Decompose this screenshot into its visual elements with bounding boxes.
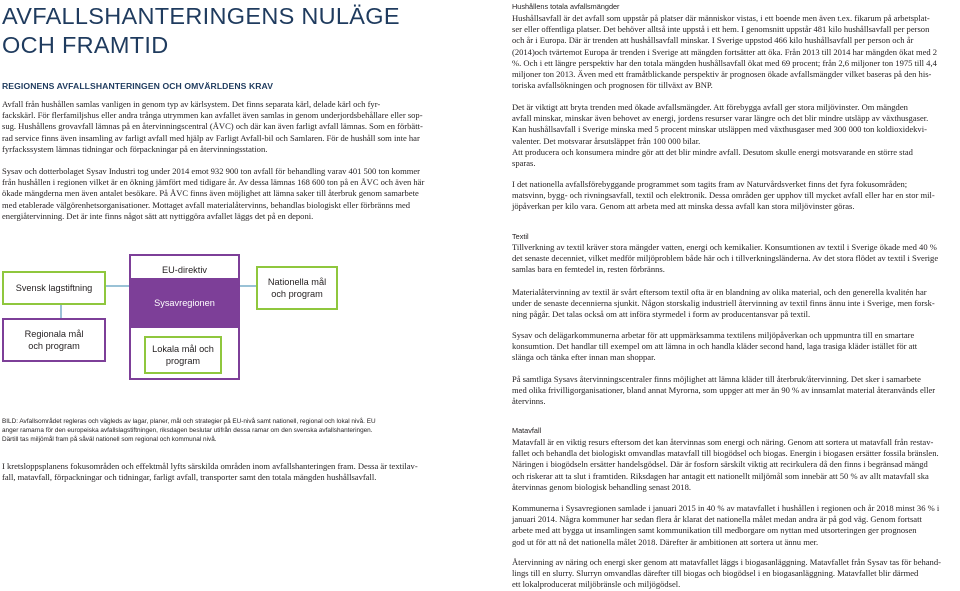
paragraph-textil-2: Materialåtervinning av textil är svårt eftersom textil ofta är en blandning av olika material, och den generella kvalitén har under de senaste decennierna sjunkit. Någon storskalig industriell återvinning av textil finns ännu inte i Sverige, men forsk- ning pågår. Det talas också om att införa styrmedel i form av producentansvar på textil. xyxy=(512,287,935,320)
paragraph-collection: Avfall från hushållen samlas vanligen in genom typ av kärlsystem. Det finns separata kärl, delade kärl och fyr- fackskärl. För flerfamiljshus eller andra trånga utrymmen kan avfallet även samlas in genom underjordsbehållare eller sop- sug. Hushållens grovavfall lämnas på en återvinningscentral (ÅVC) och där kan även farligt avfall lämnas. Som en förbätt- rad service finns även insamling av farligt avfall med hjälp av Farligt Avfall-bil och Samlaren. För de hushåll som inte har fyrfackssystem lämnas tidningar och förpackningar på en återvinningsstation. xyxy=(2,99,423,154)
header-matavfall: Matavfall xyxy=(512,426,542,435)
header-household-waste: Hushållens totala avfallsmängder xyxy=(512,2,620,11)
title-line-1: AVFALLSHANTERINGENS NULÄGE xyxy=(2,3,400,29)
box-regionala-mal: Regionala mål och program xyxy=(2,318,106,362)
box-lokala-mal: Lokala mål och program xyxy=(144,336,222,374)
eu-direktiv-label: EU-direktiv xyxy=(162,265,207,275)
paragraph-textil-1: Tillverkning av textil kräver stora mängder vatten, energi och kemikalier. Konsumtionen av textil i Sverige ökade med 40 % det senaste decenniet, vilket medför miljöproblem både här och i tillverkningsländerna. Av det stora flödet av textil i Sverige samlas bara en femtedel in, resten förbränns. xyxy=(512,242,939,275)
connector-left xyxy=(104,285,130,287)
section-subtitle: REGIONENS AVFALLSHANTERINGEN OCH OMVÄRLDENS KRAV xyxy=(2,81,274,91)
title-line-2: OCH FRAMTID xyxy=(2,32,169,58)
header-textil: Textil xyxy=(512,232,529,241)
box-sysavregionen: Sysavregionen xyxy=(131,278,238,328)
paragraph-sysav-volumes: Sysav och dotterbolaget Sysav Industri tog under 2014 emot 932 900 ton avfall för behandling varav 401 500 ton kommer från hushållen i regionen vilket är en ökning jämfört med tidigare år. Av dessa lämnas 168 600 ton på en ÅVC och även här ökade mängderna men även antalet besökare. På ÅVC finns även möjlighet att lämna saker till återbruk genom samarbete med etablerade välgörenhetsorganisationer. Mottaget avfall materialåtervinns, behandlas biologiskt eller förbränns med energiåtervinning. Det är inte finns något sätt att nyttiggöra avfallet läggs det på en deponi. xyxy=(2,166,425,221)
paragraph-matavfall-2: Kommunerna i Sysavregionen samlade i januari 2015 in 40 % av matavfallet i hushållen i regionen och år 2018 minst 36 % i januari 2014. Några kommuner har sedan flera år klarat det nationella målet medan andra är på god väg. Genom fortsatt arbete med att bygga ut insamlingen samt kommunikation till medborgare om nyttan med utsorteringen ger prognosen god ut för att nå det nationella målet 2018. Därefter är ambitionen att sortera ut ännu mer. xyxy=(512,503,940,547)
paragraph-matavfall-1: Matavfall är en viktig resurs eftersom det kan återvinnas som energi och näring. Genom att sortera ut matavfall från restav- fallet och behandla det biologiskt omvandlas matavfall till biogödsel och biogas. Energin i biogasen ersätter fossila bränslen. Näringen i biogödseln ersätter handelsgödsel. Där är fosforn särskilt viktig att recirkulera då den finns i begränsad mängd och riskerar att ta slut i framtiden. Riksdagen har antagit ett nationellt miljömål som innebär att 50 % av allt matavfall ska återvinnas genom biologisk behandling senast 2018. xyxy=(512,437,939,492)
paragraph-reduce-waste: Det är viktigt att bryta trenden med ökade avfallsmängder. Att förebygga avfall ger stora miljövinster. Om mängden avfall minskar, minskar även behovet av energi, jordens resurser varar längre och det blir mindre utsläpp av växthusgaser. Kan hushållsavfall i Sverige minska med 5 procent minskar utsläppen med växthusgaser med 300 000 ton koldioxidekvi- valenter. Det motsvarar årsutsläppet från 100 000 bilar. Att producera och konsumera mindre gör att det blir mindre avfall. Desutom skulle energi motsvarande en större stad sparas. xyxy=(512,102,929,169)
paragraph-national-program: I det nationella avfallsförebyggande programmet som tagits fram av Naturvårdsverket finns det fyra fokusområden; matsvinn, bygg- och rivningsavfall, textil och elektronik. Dessa områden ger upphov till mycket avfall eller har en stor mil- jöpåverkan per kilo vara. Genom att arbeta med att minska dessa avfall kan stora miljövinster göras. xyxy=(512,179,935,212)
paragraph-household-waste: Hushållsavfall är det avfall som uppstår på platser där människor vistas, i ett boende men även t.ex. fikarum på arbetsplat- ser eller offentliga platser. Det behöver alltså inte uppstå i ett hem. I genomsnitt uppstår 481 kilo hushållsavfall per person och år i Europa. Där är trenden att hushållsavfall minskar. I Sverige uppstod 466 kilo hushållsavfall per person och år (2014)och tvärtemot Europa är trenden i Sverige att mängden fortsätter att öka. Från 2013 till 2014 har mängden ökat med 2 %. Och i ett längre perspektiv har den totala mängden hushållsavfall ökat med 69 procent; från 2,6 miljoner ton 1975 till 4,4 miljoner ton 2013. Även med ett framåtblickande perspektiv är prognosen ökade avfallsmängder vilket baseras på den his- toriska avfallsökningen och prognosen för tillväxt av BNP. xyxy=(512,13,938,91)
box-svensk-lagstiftning: Svensk lagstiftning xyxy=(2,271,106,305)
page-title xyxy=(2,2,400,60)
paragraph-textil-4: På samtliga Sysavs återvinningscentraler finns möjlighet att lämna kläder till återbruk/återvinning. Det sker i samarbete med olika frivilligorganisationer, bland annat Myrorna, som uppger att mer än 90 % av innsamlat material återanvänds eller återvinns. xyxy=(512,374,936,407)
box-nationella-mal: Nationella mål och program xyxy=(256,266,338,310)
paragraph-matavfall-3: Återvinning av näring och energi sker genom att matavfallet läggs i biogasanläggning. Matavfallet från Sysav tas för behand- lings till en slurry. Slurryn omvandlas därefter till biogas och biogödsel i en biogasanläggning. Matavfallet blir därmed ett lokalproducerat miljöbränsle och miljögödsel. xyxy=(512,557,941,590)
figure-caption: BILD: Avfallsområdet regleras och vägleds av lagar, planer, mål och strategier på EU-nivå samt nationell, regional och lokal nivå. EU anger ramarna för den europeiska avfallslagstiftningen, riksdagen beslutar utifrån dessa ramar om den svenska avfallshanteringen. Därtill tas miljömål fram på såväl nationell som regional och kommunal nivå. xyxy=(2,418,376,443)
paragraph-focus-areas: I kretsloppsplanens fokusområden och effektmål lyfts särskilda områden inom avfallshanteringen fram. Dessa är textilav- fall, matavfall, förpackningar och tidningar, farligt avfall, transporter samt den totala mängden hushållsavfall. xyxy=(2,461,418,483)
paragraph-textil-3: Sysav och delägarkommunerna arbetar för att uppmärksamma textilens miljöpåverkan och uppmuntra till en smartare konsumtion. Det handlar till exempel om att lämna in och handla kläder second hand, laga trasiga kläder istället för att slänga och tänka efter innan man shoppar. xyxy=(512,330,918,363)
connector-right xyxy=(240,285,256,287)
connector-left-down xyxy=(60,304,62,318)
